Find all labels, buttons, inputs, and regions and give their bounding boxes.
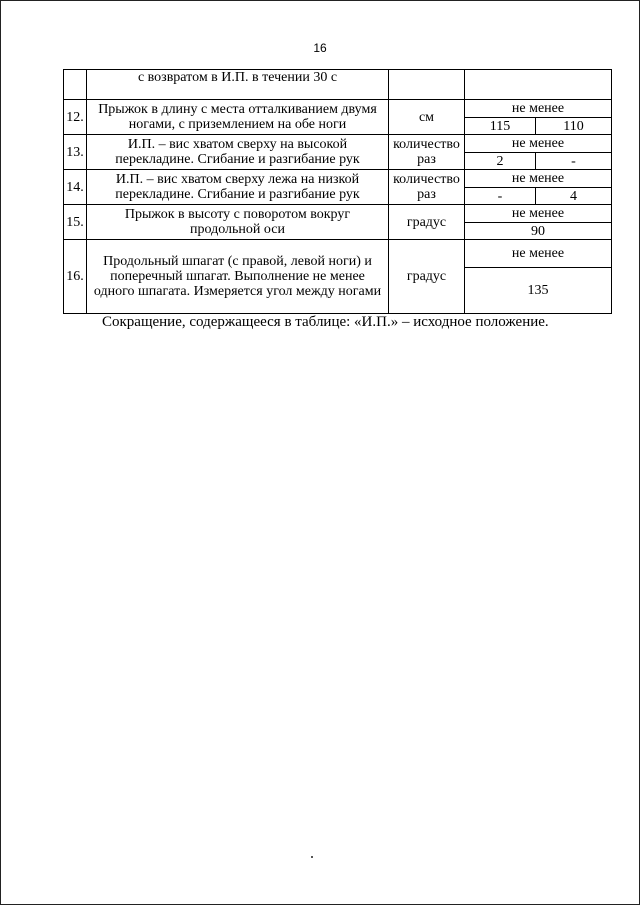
norm-value-2: - bbox=[536, 153, 612, 170]
norm-value-1: 90 bbox=[465, 223, 612, 240]
table-row bbox=[64, 170, 612, 188]
page-number: 16 bbox=[313, 41, 327, 55]
unit-cell: количество раз bbox=[389, 170, 465, 205]
exercise-cell: Прыжок в высоту с поворотом вокруг продольной оси bbox=[87, 205, 389, 240]
norm-value-1: 135 bbox=[465, 268, 612, 314]
footnote: Сокращение, содержащееся в таблице: «И.П.» – исходное положение. bbox=[102, 314, 549, 330]
unit-cell: градус bbox=[389, 205, 465, 240]
exercise-cell: И.П. – вис хватом сверху на высокой перекладине. Сгибание и разгибание рук bbox=[87, 135, 389, 170]
exercise-cell: Продольный шпагат (с правой, левой ноги) и поперечный шпагат. Выполнение не менее одного шпагата. Измеряется угол между ногами bbox=[87, 240, 389, 314]
unit-cell: градус bbox=[389, 240, 465, 314]
norm-value-1: - bbox=[465, 188, 536, 205]
norm-header: не менее bbox=[465, 240, 612, 268]
norm-header: не менее bbox=[465, 205, 612, 223]
row-number: 13. bbox=[64, 135, 87, 170]
norms-table bbox=[63, 69, 612, 314]
norm-value-1: 115 bbox=[465, 118, 536, 135]
table-row bbox=[64, 205, 612, 223]
unit-cell: количество раз bbox=[389, 135, 465, 170]
row-number: 16. bbox=[64, 240, 87, 314]
unit-cell bbox=[389, 70, 465, 100]
norm-value-1: 2 bbox=[465, 153, 536, 170]
scan-speck bbox=[311, 856, 313, 858]
table-row bbox=[64, 70, 612, 100]
norm-header: не менее bbox=[465, 170, 612, 188]
table-row bbox=[64, 135, 612, 153]
unit-cell: см bbox=[389, 100, 465, 135]
norm-header: не менее bbox=[465, 135, 612, 153]
norm-value-2: 110 bbox=[536, 118, 612, 135]
row-number bbox=[64, 70, 87, 100]
norm-header: не менее bbox=[465, 100, 612, 118]
exercise-cell: И.П. – вис хватом сверху лежа на низкой перекладине. Сгибание и разгибание рук bbox=[87, 170, 389, 205]
exercise-cell: с возвратом в И.П. в течении 30 с bbox=[87, 70, 389, 100]
table-row bbox=[64, 240, 612, 268]
norm-value-2: 4 bbox=[536, 188, 612, 205]
row-number: 12. bbox=[64, 100, 87, 135]
row-number: 14. bbox=[64, 170, 87, 205]
row-number: 15. bbox=[64, 205, 87, 240]
norm-cell bbox=[465, 70, 612, 100]
table-row bbox=[64, 100, 612, 118]
exercise-cell: Прыжок в длину с места отталкиванием двумя ногами, с приземлением на обе ноги bbox=[87, 100, 389, 135]
